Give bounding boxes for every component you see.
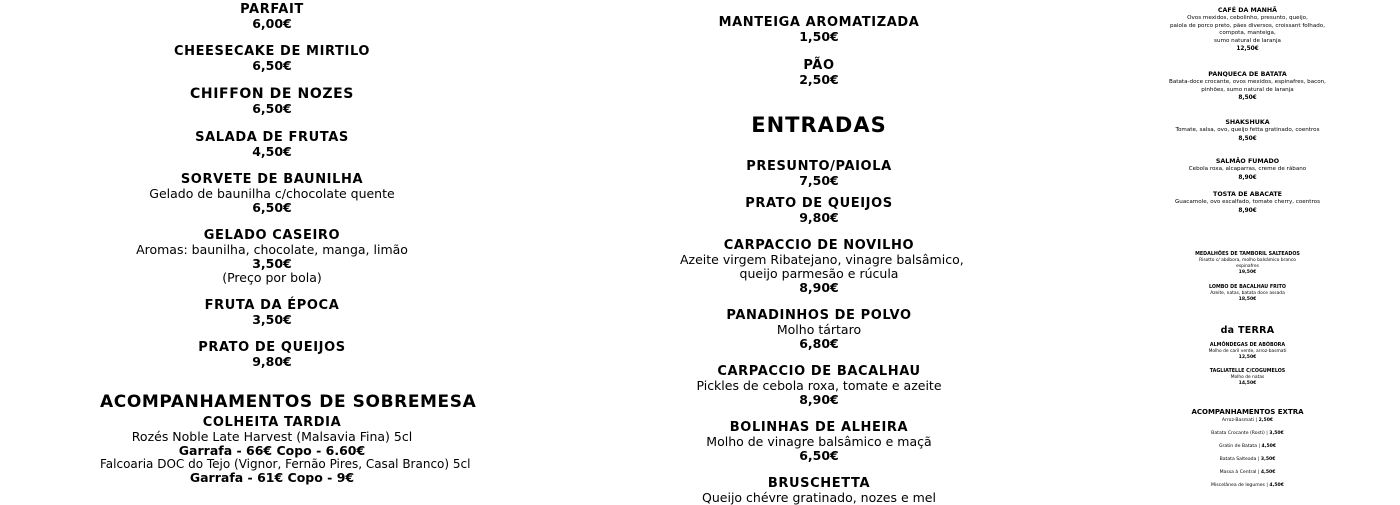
item-description: Pickles de cebola roxa, tomate e azeite: [696, 378, 942, 393]
section-title: ACOMPANHAMENTOS EXTRA: [1191, 408, 1304, 416]
item-note: (Preço por bola): [222, 270, 322, 285]
menu-item: [680, 308, 958, 351]
item-price: 8,50€: [1238, 95, 1257, 102]
wine-price: Garrafa - 66€ Copo - 6.60€: [178, 443, 366, 458]
item-description: Gelado de baunilha c/chocolate quente: [149, 186, 395, 201]
wine-description: Rozés Noble Late Harvest (Malsavia Fina) 5cl: [131, 429, 413, 444]
item-title: BRUSCHETTA: [767, 476, 871, 491]
item-title: TAGLIATELLE C/COGUMELOS: [1209, 369, 1286, 374]
extra-name: Gratin de Batata: [1218, 444, 1258, 449]
item-description: Tomate, salsa, ovo, queijo fetta gratinado, coentros: [1175, 127, 1320, 133]
menu-item: [1150, 71, 1345, 102]
item-price: 6,00€: [252, 16, 292, 31]
wine-price: Garrafa - 61€ Copo - 9€: [189, 470, 355, 485]
item-price: 9,80€: [252, 354, 292, 369]
extra-name: Batata Salteada: [1219, 457, 1257, 462]
menu-item: [680, 420, 958, 463]
extra-item: Massa à Central | 4,50€: [1219, 470, 1276, 475]
item-title: PRATO DE QUEIJOS: [198, 340, 346, 355]
item-title: CHEESECAKE DE MIRTILO: [173, 44, 371, 59]
item-description: Ovos mexidos, cebolinho, presunto, queijo,: [1187, 15, 1308, 21]
item-title: FRUTA DA ÉPOCA: [204, 298, 340, 313]
item-description: Cebola roxa, alcaparras, creme de rábano: [1188, 166, 1307, 172]
item-price: 6,80€: [799, 336, 839, 351]
extra-price: 4,50€: [1260, 470, 1276, 475]
item-price: 8,90€: [1238, 174, 1257, 181]
wine-item: [100, 415, 444, 458]
item-description: Batata-doce crocante, ovos mexidos, espinafres, bacon,: [1169, 79, 1326, 85]
item-price: 12,50€: [1236, 46, 1259, 53]
item-title: PARFAIT: [240, 2, 304, 17]
menu-item: [680, 58, 958, 87]
item-price: 7,50€: [799, 173, 839, 188]
item-description: espinafres: [1236, 264, 1259, 269]
item-description: compota, manteiga,: [1219, 30, 1276, 37]
item-price: 6,50€: [252, 101, 292, 116]
item-title: CHIFFON DE NOZES: [190, 86, 354, 102]
item-title: SORVETE DE BAUNILHA: [180, 172, 364, 187]
item-title: PANQUECA DE BATATA: [1208, 71, 1287, 78]
item-description: queijo parmesão e rúcula: [739, 266, 899, 281]
extra-price: 2,50€: [1258, 418, 1274, 423]
item-title: CARPACCIO DE BACALHAU: [717, 364, 921, 379]
menu-item: [100, 172, 444, 215]
item-description: sumo natural de laranja: [1214, 37, 1281, 44]
wine-description: Falcoaria DOC do Tejo (Vignor, Fernão Pires, Casal Branco) 5cl: [100, 457, 471, 471]
extra-name: Miscelânea de legumes: [1211, 483, 1265, 488]
item-description: Risotto c/ abóbora, molho balsâmico branco: [1199, 258, 1296, 264]
item-description: Queijo chévre gratinado, nozes e mel: [702, 490, 936, 505]
item-price: 8,90€: [799, 392, 839, 407]
item-title: PRESUNTO/PAIOLA: [746, 159, 892, 174]
extra-name: Massa à Central: [1219, 470, 1257, 475]
item-title: GELADO CASEIRO: [203, 228, 341, 243]
extra-price: 4,50€: [1269, 483, 1284, 488]
menu-item: [100, 130, 444, 159]
menu-item: [1150, 7, 1345, 53]
wine-item: [100, 457, 471, 485]
menu-item: [680, 476, 958, 505]
menu-item: [1150, 158, 1345, 182]
section-title: ENTRADAS: [751, 113, 887, 137]
extra-name: Batata Crocante (Rosti): [1211, 431, 1265, 436]
item-title: TOSTA DE ABACATE: [1213, 191, 1282, 198]
item-description: pinhões, sumo natural de laranja: [1201, 86, 1294, 93]
menu-item: [680, 15, 958, 44]
menu-item: [100, 87, 444, 116]
menu-item: [680, 238, 964, 295]
item-description: Molho de vinagre balsâmico e maçã: [706, 434, 932, 449]
item-title: PANADINHOS DE POLVO: [726, 308, 912, 323]
item-title: MANTEIGA AROMATIZADA: [718, 15, 920, 30]
item-price: 8,50€: [1238, 135, 1257, 142]
extra-price: 3,50€: [1260, 457, 1276, 462]
menu-item: [680, 196, 958, 225]
menu-item: [1150, 191, 1345, 215]
item-price: 9,80€: [799, 210, 839, 225]
extra-price: 3,50€: [1269, 431, 1284, 436]
item-title: PÃO: [803, 58, 835, 73]
menu-item: [1150, 343, 1345, 361]
item-description: Molho de natas: [1230, 375, 1265, 381]
extra-item: Miscelânea de legumes | 4,50€: [1211, 483, 1284, 488]
item-title: CAFÉ DA MANHÃ: [1217, 7, 1278, 14]
section-title: ACOMPANHAMENTOS DE SOBREMESA: [100, 392, 477, 412]
item-price: 2,50€: [799, 72, 839, 87]
menu-item: [100, 2, 444, 31]
item-price: 8,90€: [799, 280, 839, 295]
extra-name: Arroz-Basmati: [1221, 418, 1255, 423]
menu-item: [1150, 285, 1345, 303]
extra-item: Arroz-Basmati | 2,50€: [1221, 418, 1274, 423]
menu-item: [1150, 369, 1345, 387]
item-title: LOMBO DE BACALHAU FRITO: [1209, 285, 1286, 290]
item-title: BOLINHAS DE ALHEIRA: [729, 420, 909, 435]
item-title: ALMÔNDEGAS DE ABÓBORA: [1209, 343, 1286, 348]
item-price: 3,50€: [252, 256, 292, 271]
item-price: 3,50€: [252, 312, 292, 327]
item-price: 6,50€: [252, 58, 292, 73]
menu-item: [100, 340, 444, 369]
item-title: SHAKSHUKA: [1225, 119, 1270, 126]
item-description: paiola de porco preto, pães diversos, croissant folhado,: [1170, 22, 1325, 29]
extra-price: 4,50€: [1261, 444, 1277, 449]
extra-item: Batata Crocante (Rosti) | 3,50€: [1211, 431, 1284, 436]
section-title: da TERRA: [1220, 325, 1275, 336]
item-description: Guacamole, ovo escalfado, tomate cherry, coentros: [1174, 199, 1321, 205]
extra-item: Gratin de Batata | 4,50€: [1218, 444, 1277, 449]
item-description: Molho tártaro: [776, 322, 862, 337]
menu-item: [1150, 252, 1345, 276]
item-description: Azeite, natas, batata doce assada: [1210, 291, 1285, 297]
item-price: 1,50€: [799, 29, 839, 44]
item-description: Aromas: baunilha, chocolate, manga, limão: [136, 242, 408, 257]
menu-item: [100, 298, 444, 327]
item-title: CARPACCIO DE NOVILHO: [723, 238, 915, 253]
item-title: SALMÃO FUMADO: [1215, 158, 1280, 165]
item-price: 4,50€: [252, 144, 292, 159]
item-description: Azeite virgem Ribatejano, vinagre balsâmico,: [680, 252, 964, 267]
wine-title: COLHEITA TARDIA: [202, 415, 342, 430]
item-price: 6,50€: [252, 200, 292, 215]
item-title: SALADA DE FRUTAS: [195, 130, 349, 145]
item-price: 8,90€: [1238, 207, 1257, 214]
extra-item: Batata Salteada | 3,50€: [1219, 457, 1276, 462]
item-price: 18,50€: [1238, 297, 1257, 302]
menu-item: [100, 44, 444, 73]
item-price: 19,50€: [1238, 269, 1257, 275]
item-price: 6,50€: [799, 448, 839, 463]
item-price: 12,50€: [1238, 355, 1257, 360]
menu-item: [680, 364, 958, 407]
menu-item: [680, 159, 958, 188]
item-price: 14,50€: [1238, 381, 1257, 386]
menu-item: [1150, 119, 1345, 143]
item-title: MEDALHÕES DE TAMBORIL SALTEADOS: [1195, 252, 1300, 257]
item-description: Molho de caril verde, arroz-basmati: [1208, 349, 1287, 355]
menu-item: [100, 228, 444, 285]
item-title: PRATO DE QUEIJOS: [745, 196, 893, 211]
